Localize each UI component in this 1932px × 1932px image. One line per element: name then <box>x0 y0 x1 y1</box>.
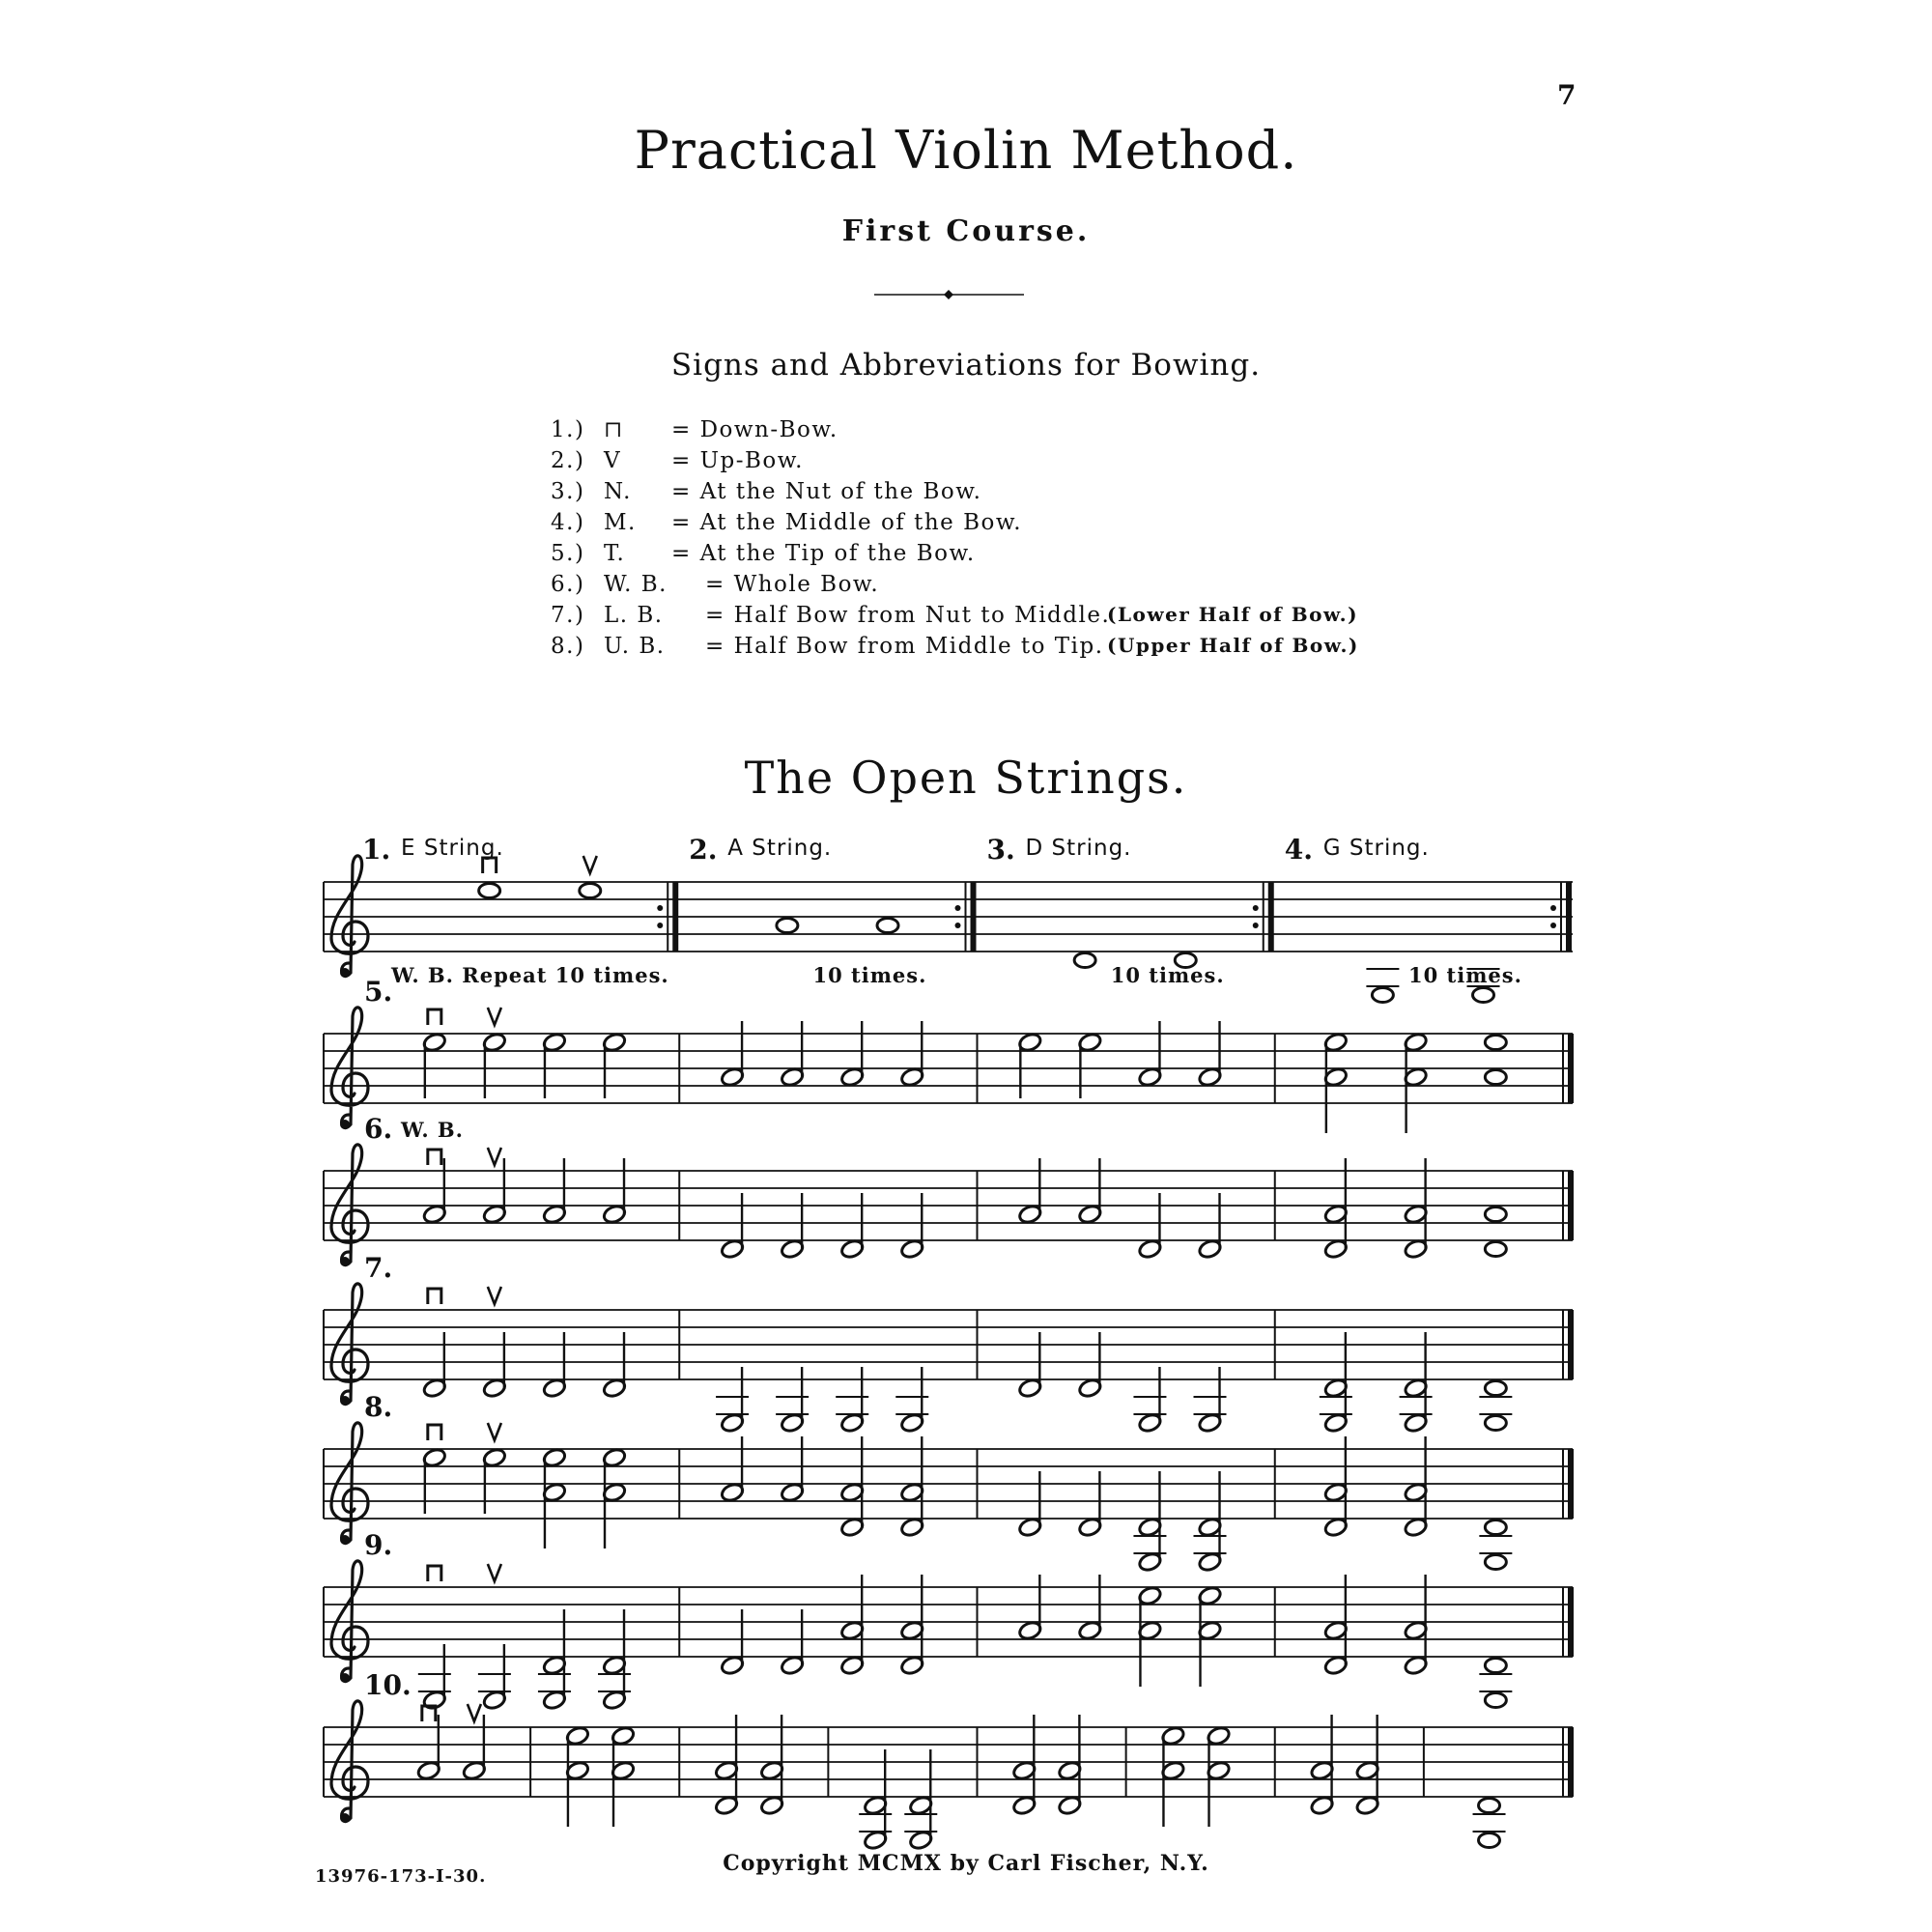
repeat-dot <box>1550 923 1556 928</box>
sign-symbol: M. <box>604 510 637 535</box>
exercise-number: 10. <box>364 1669 412 1701</box>
plate-number: 13976-173-I-30. <box>315 1866 487 1887</box>
bowing-signs-heading: Signs and Abbreviations for Bowing. <box>670 348 1262 383</box>
whole-note <box>1372 988 1393 1003</box>
up-bow-icon <box>488 1287 501 1304</box>
sign-number: 4.) <box>551 510 585 535</box>
course-subtitle: First Course. <box>841 214 1091 248</box>
whole-note <box>1485 1520 1506 1535</box>
repeat-dot <box>1253 905 1259 911</box>
whole-note <box>580 884 601 898</box>
exercise-number: 9. <box>364 1529 393 1561</box>
sign-symbol: L. B. <box>604 603 664 628</box>
exercise-number: 3. <box>986 834 1015 866</box>
exercise-number: 6. <box>364 1113 393 1145</box>
whole-note <box>1479 1799 1500 1813</box>
down-bow-icon <box>428 1566 441 1581</box>
down-bow-icon <box>428 1425 441 1440</box>
string-name-label: G String. <box>1322 836 1430 861</box>
sign-number: 3.) <box>551 479 585 504</box>
whole-note <box>1485 1693 1506 1708</box>
whole-note <box>1485 1555 1506 1570</box>
down-bow-icon <box>428 1009 441 1025</box>
repeat-instruction: 10 times. <box>1408 963 1522 987</box>
exercise-number: 8. <box>364 1391 393 1423</box>
sign-description: = Half Bow from Middle to Tip. <box>705 634 1104 659</box>
whole-note <box>877 919 898 933</box>
repeat-dot <box>955 923 961 928</box>
exercise-number: 5. <box>364 976 393 1008</box>
repeat-dot <box>657 905 663 911</box>
whole-note <box>479 884 500 898</box>
exercise-number: 2. <box>689 834 718 866</box>
sign-note: (Upper Half of Bow.) <box>1107 634 1359 657</box>
sign-note: (Lower Half of Bow.) <box>1107 603 1359 626</box>
sign-description: = Down-Bow. <box>671 417 838 442</box>
whole-note <box>1485 1416 1506 1431</box>
repeat-instruction: 10 times. <box>1110 963 1225 987</box>
whole-note <box>1074 953 1095 968</box>
repeat-dot <box>1253 923 1259 928</box>
up-bow-icon <box>468 1704 481 1721</box>
repeat-dot <box>955 905 961 911</box>
down-bow-icon <box>428 1150 441 1165</box>
exercise-number: 4. <box>1284 834 1313 866</box>
whole-note <box>1485 1242 1506 1257</box>
sign-symbol: ⊓ <box>604 417 624 442</box>
down-bow-icon <box>428 1289 441 1304</box>
up-bow-icon <box>488 1423 501 1440</box>
whole-note <box>1485 1381 1506 1396</box>
sign-number: 6.) <box>551 572 585 597</box>
string-name-label: D String. <box>1025 836 1132 861</box>
repeat-dot <box>1550 905 1556 911</box>
string-name-label: A String. <box>727 836 833 861</box>
whole-note <box>777 919 798 933</box>
exercise-number: 7. <box>364 1252 393 1284</box>
page-title: Practical Violin Method. <box>634 120 1298 181</box>
sign-symbol: W. B. <box>604 572 668 597</box>
repeat-dot <box>657 923 663 928</box>
up-bow-icon <box>488 1148 501 1165</box>
sign-symbol: U. B. <box>604 634 666 659</box>
sign-number: 7.) <box>551 603 585 628</box>
sign-description: = At the Nut of the Bow. <box>671 479 982 504</box>
sign-number: 8.) <box>551 634 585 659</box>
page-number: 7 <box>1557 79 1577 111</box>
sign-description: = At the Middle of the Bow. <box>671 510 1023 535</box>
sign-description: = Up-Bow. <box>671 448 804 473</box>
string-name-label: E String. <box>401 836 504 861</box>
sign-description: = At the Tip of the Bow. <box>671 541 976 566</box>
open-strings-heading: The Open Strings. <box>744 752 1188 804</box>
sign-symbol: N. <box>604 479 632 504</box>
sign-description: = Whole Bow. <box>705 572 880 597</box>
exercise-number: 1. <box>362 834 391 866</box>
sign-symbol: T. <box>604 541 626 566</box>
sign-symbol: V <box>604 448 622 473</box>
repeat-instruction: 10 times. <box>812 963 927 987</box>
whole-note <box>1479 1833 1500 1848</box>
repeat-instruction: W. B. Repeat 10 times. <box>391 963 669 987</box>
whole-note <box>1485 1659 1506 1673</box>
up-bow-icon <box>488 1564 501 1581</box>
copyright-notice: Copyright MCMX by Carl Fischer, N.Y. <box>723 1851 1209 1876</box>
bowing-instruction: W. B. <box>401 1118 464 1142</box>
whole-note <box>1473 988 1494 1003</box>
sign-number: 1.) <box>551 417 585 442</box>
up-bow-icon <box>583 856 597 873</box>
whole-note <box>1485 1070 1506 1085</box>
whole-note <box>1485 1036 1506 1050</box>
sign-description: = Half Bow from Nut to Middle. <box>705 603 1111 628</box>
sign-number: 5.) <box>551 541 585 566</box>
whole-note <box>1485 1208 1506 1222</box>
sign-number: 2.) <box>551 448 585 473</box>
up-bow-icon <box>488 1008 501 1025</box>
